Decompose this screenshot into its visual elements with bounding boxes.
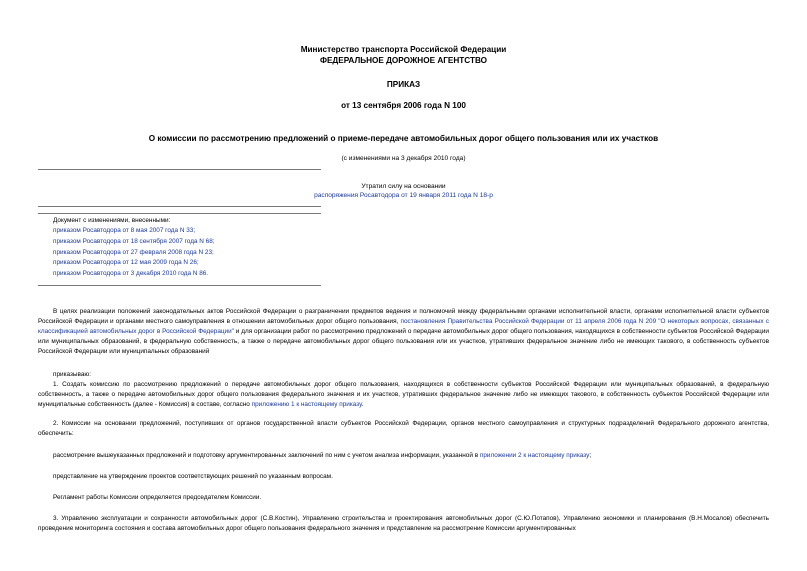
document-date-number: от 13 сентября 2006 года N 100 xyxy=(341,101,466,110)
intro-text: В целях реализации положений законодательных актов Российской Федерации о разграничении предметов ведения и полномочий между федеральными органами исполнительной власти, органами исполнительной власти субъектов Российской Федерации и органами местного самоуправления в отношении автомобильных дорог общего пользования, xyxy=(38,308,769,325)
amendment-link[interactable]: приказом Росавтодора от 18 сентября 2007 года N 68; xyxy=(53,238,215,245)
document-title: О комиссии по рассмотрению предложений о приеме-передаче автомобильных дорог общего пользования или их участков xyxy=(148,134,659,143)
clause-2-item-2: представление на утверждение проектов соответствующих решений по указанным вопросам. xyxy=(53,473,333,480)
clause-2: 2. Комиссии на основании предложений, поступивших от органов государственной власти субъектов Российской Федерации, органов местного самоуправления и структурных подразделений Федерального дорожного агентства, обеспечить: xyxy=(38,420,769,437)
intro-text-cont: и для организации работ по рассмотрению предложений о передаче автомобильных дорог общего пользования, находящихся в собственности субъектов Российской Федерации или муниципальных образований, в федеральную собственность, а также о передаче автомобильных дорог общего пользования или их участков, утративших федеральное значение либо не имеющих такового, в собственность субъектов Российской Федерации или муниципальных образований xyxy=(38,328,769,355)
amendment-link[interactable]: приказом Росавтодора от 3 декабря 2010 года N 86. xyxy=(53,270,209,277)
ministry-name: Министерство транспорта Российской Федерации xyxy=(300,45,507,54)
void-note-text: Утратил силу на основании xyxy=(361,183,446,190)
appendix-2-link[interactable]: приложении 2 к настоящему приказу xyxy=(479,452,590,459)
clause-1-end: . xyxy=(361,401,364,408)
clause-1 xyxy=(38,380,769,410)
void-note-link[interactable]: распоряжения Росавтодора от 19 января 2011 года N 18-р xyxy=(314,192,493,199)
government-decree-link[interactable]: постановления Правительства Российской Федерации от 11 апреля 2006 года N 209 "О некоторых вопросах, связанных с классификацией автомобильных дорог в Российской Федерации" xyxy=(38,318,769,335)
divider xyxy=(38,169,321,170)
agency-name: ФЕДЕРАЛЬНОЕ ДОРОЖНОЕ АГЕНТСТВО xyxy=(319,56,488,65)
clause-2-item-1-text: рассмотрение вышеуказанных предложений и подготовку аргументированных заключений по ним с учетом анализа информации, указанной в xyxy=(53,452,480,459)
order-word: приказываю: xyxy=(53,371,91,378)
amendments-heading: Документ с изменениями, внесенными: xyxy=(53,217,171,224)
divider xyxy=(38,213,321,214)
clause-1-text: 1. Создать комиссию по рассмотрению предложений о передаче автомобильных дорог общего пользования, находящихся в собственности субъектов Российской Федерации или муниципальных образований, в федеральную собственность, а также о передаче автомобильных дорог общего пользования федерального значения и их участков, утративших федеральное значение либо не имеющих такового, в собственность субъектов Российской Федерации или муниципальные собственность (далее - Комиссия) в составе, согласно xyxy=(38,381,769,408)
divider xyxy=(38,206,321,207)
clause-2-item-3: Регламент работы Комиссии определяется председателем Комиссии. xyxy=(53,494,262,501)
amendment-link[interactable]: приказом Росавтодора от 27 февраля 2008 года N 23; xyxy=(53,249,214,256)
appendix-1-link[interactable]: приложению 1 к настоящему приказу xyxy=(251,401,362,408)
document-type: ПРИКАЗ xyxy=(386,80,421,89)
amendment-link[interactable]: приказом Росавтодора от 8 мая 2007 года N 33; xyxy=(53,227,196,234)
clause-2-item-1-end: ; xyxy=(589,452,592,459)
divider xyxy=(38,285,321,286)
clause-2-item-1 xyxy=(53,452,591,459)
clause-3: 3. Управлению эксплуатации и сохранности автомобильных дорог (С.В.Костин), Управлению строительства и проектирования автомобильных дорог (С.Ю.Потапов), Управлению экономики и планирования (В.Н.Мосалов) обеспечить проведение мониторинга состояния и состава автомобильных дорог общего пользования федерального значения и представление на рассмотрение Комиссии аргументированных xyxy=(38,515,769,532)
intro-paragraph xyxy=(38,307,769,357)
amended-note: (с изменениями на 3 декабря 2010 года) xyxy=(341,155,466,162)
amendment-link[interactable]: приказом Росавтодора от 12 мая 2009 года N 26; xyxy=(53,259,199,266)
